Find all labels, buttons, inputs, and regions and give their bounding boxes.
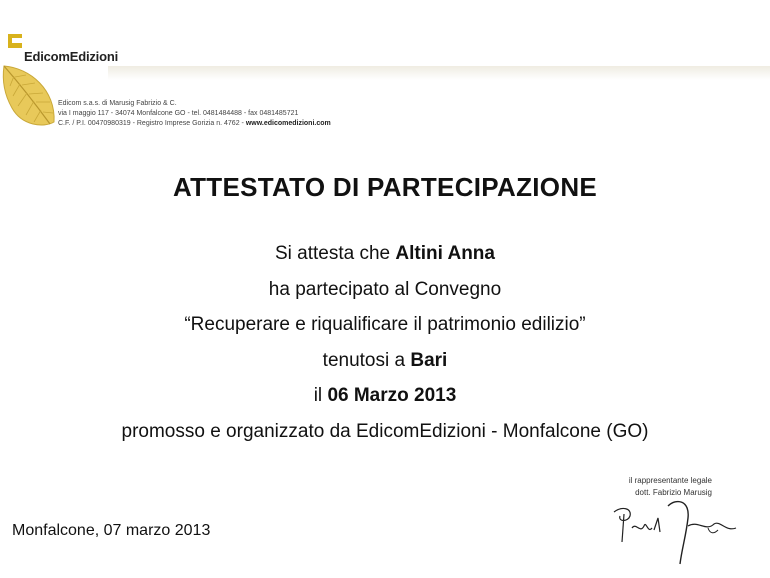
signer-block — [629, 475, 712, 499]
leaf-icon — [0, 62, 60, 132]
header-band — [108, 66, 770, 80]
company-line-2: via I maggio 117 - 34074 Monfalcone GO - tel. 0481484488 - fax 0481485721 — [58, 110, 299, 117]
certificate-title: ATTESTATO DI PARTECIPAZIONE — [172, 172, 598, 202]
participation-line: ha partecipato al Convegno — [268, 278, 502, 300]
handwritten-signature — [610, 498, 742, 568]
company-line-1: Edicom s.a.s. di Marusig Fabrizio & C. — [58, 100, 177, 107]
signer-name: dott. Fabrizio Marusig — [635, 488, 712, 497]
organizer-line: promosso e organizzato da EdicomEdizioni - Monfalcone (GO) — [121, 420, 649, 442]
participant-line: Si attesta che Altini Anna — [275, 243, 495, 264]
event-date: 06 Marzo 2013 — [327, 385, 457, 406]
company-website-link[interactable]: www.edicomedizioni.com — [245, 120, 331, 127]
company-info — [58, 99, 331, 129]
company-line-3: C.F. / P.I. 00470980319 - Registro Imprese Gorizia n. 4762 - www.edicomedizioni.com — [58, 120, 331, 127]
place-date: Monfalcone, 07 marzo 2013 — [12, 522, 211, 539]
event-title: “Recuperare e riqualificare il patrimonio edilizio” — [184, 314, 586, 335]
brand-name: EdicomEdizioni — [24, 49, 118, 64]
participant-name: Altini Anna — [395, 243, 495, 264]
logo-mark-icon — [8, 34, 22, 48]
certificate-body — [0, 236, 770, 449]
location-line: tenutosi a Bari — [322, 349, 448, 371]
event-city: Bari — [410, 349, 448, 371]
date-line: il 06 Marzo 2013 — [313, 385, 457, 406]
signer-role: il rappresentante legale — [628, 476, 712, 485]
